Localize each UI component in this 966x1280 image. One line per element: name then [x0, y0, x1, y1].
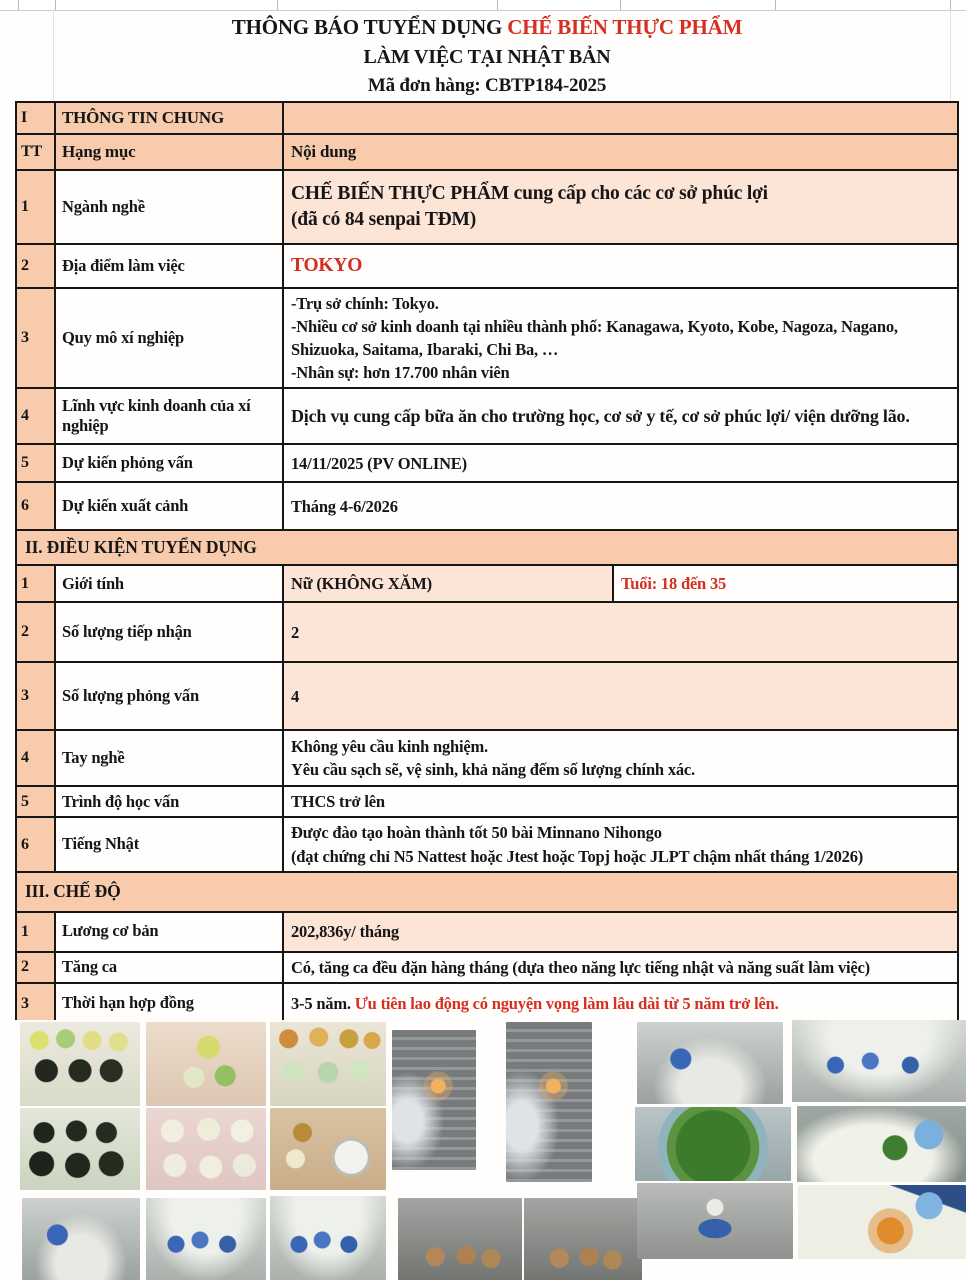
- photo-oven-trays-1: [398, 1198, 522, 1280]
- grid-line: [18, 0, 19, 10]
- row-content-cell: [284, 818, 957, 870]
- row-number-cell: 3: [17, 984, 56, 1024]
- row-number-cell: 5: [17, 445, 56, 481]
- table-row: [17, 816, 957, 870]
- content-text: Dịch vụ cung cấp bữa ăn cho trường học, cơ sở y tế, cơ sở phúc lợi/ viện dưỡng lão.: [291, 406, 910, 427]
- table-row: [17, 287, 957, 387]
- row-content-cell: Nội dung: [284, 135, 957, 169]
- section-title: II. ĐIỀU KIỆN TUYỂN DỤNG: [17, 531, 957, 564]
- row-label-cell: Trình độ học vấn: [56, 787, 284, 816]
- title-line-1: [15, 12, 959, 42]
- row-number-cell: 1: [17, 566, 56, 601]
- spreadsheet-top-strip: [0, 0, 966, 11]
- content-line: [291, 845, 953, 868]
- content-text: 2: [291, 622, 300, 642]
- row-label-cell: Địa điểm làm việc: [56, 245, 284, 287]
- grid-line: [277, 0, 278, 10]
- content-text: Không yêu cầu kinh nghiệm.: [291, 737, 488, 757]
- row-number-cell: 1: [17, 913, 56, 951]
- row-label-cell: Lương cơ bản: [56, 913, 284, 951]
- content-text: Ưu tiên lao động có nguyện vọng làm lâu dài từ 5 năm trở lên.: [354, 994, 779, 1014]
- content-text: -Nhân sự: hơn 17.700 nhân viên: [291, 363, 510, 383]
- content-text: 202,836y/ tháng: [291, 922, 399, 942]
- row-number-cell: 3: [17, 289, 56, 387]
- content-main: Nữ (KHÔNG XĂM): [284, 566, 614, 601]
- content-line: [291, 315, 953, 361]
- row-number-cell: 2: [17, 245, 56, 287]
- row-label-cell: Tiếng Nhật: [56, 818, 284, 870]
- row-label-cell: Ngành nghề: [56, 171, 284, 243]
- table-row: [17, 951, 957, 982]
- content-text: Được đào tạo hoàn thành tốt 50 bài Minnano Nihongo: [291, 823, 662, 843]
- row-content-cell: [284, 566, 957, 601]
- photo-spinach-pot: [635, 1107, 791, 1181]
- grid-line: [55, 0, 56, 10]
- content-side-note: Tuổi: 18 đến 35: [621, 573, 727, 593]
- table-row: [17, 601, 957, 661]
- title-line-1-black: THÔNG BÁO TUYỂN DỤNG: [231, 15, 503, 39]
- table-row: [17, 564, 957, 601]
- photo-kitchen-line-worker: [22, 1198, 140, 1280]
- row-content-cell: [284, 245, 957, 287]
- table-row: [17, 982, 957, 1024]
- photo-cutting-greens: [797, 1106, 966, 1182]
- grid-line: [497, 0, 498, 10]
- row-label-cell: Hạng mục: [56, 135, 284, 169]
- row-content-cell: [284, 913, 957, 951]
- photo-prep-counter-worker: [637, 1022, 783, 1104]
- title-line-2: LÀM VIỆC TẠI NHẬT BẢN: [363, 46, 611, 68]
- table-row: [17, 133, 957, 169]
- row-label-cell: Giới tính: [56, 566, 284, 601]
- content-text: (đạt chứng chỉ N5 Nattest hoặc Jtest hoặc Topj hoặc JLPT chậm nhất tháng 1/2026): [291, 846, 864, 866]
- content-text: Tháng 4-6/2026: [291, 496, 398, 516]
- section-header-row: [17, 529, 957, 564]
- content-line: [291, 920, 953, 943]
- row-label-cell: Tay nghề: [56, 731, 284, 785]
- photo-tray-green-yellow-bowls: [20, 1022, 140, 1106]
- content-line: [291, 361, 953, 384]
- row-number-cell: 4: [17, 731, 56, 785]
- content-line: [291, 956, 953, 979]
- content-text: 14/11/2025 (PV ONLINE): [291, 453, 467, 473]
- section-header-row: [17, 871, 957, 911]
- row-content-cell: [284, 445, 957, 481]
- content-line: [291, 404, 953, 428]
- row-number-cell: I: [17, 103, 56, 133]
- section-title: III. CHẾ ĐỘ: [17, 873, 957, 911]
- photo-kitchen-cooking: [270, 1196, 386, 1280]
- content-line: [291, 292, 953, 315]
- content-line: [291, 685, 953, 708]
- content-line: [291, 181, 953, 207]
- table-row: [17, 785, 957, 816]
- photo-tray-wooden-rice-bowl: [270, 1108, 386, 1190]
- row-label-cell: Thời hạn hợp đồng: [56, 984, 284, 1024]
- content-text: -Trụ sở chính: Tokyo.: [291, 294, 439, 313]
- content-text: THCS trở lên: [291, 792, 385, 812]
- photo-oven-worker-1: [392, 1030, 476, 1170]
- table-row: [17, 911, 957, 951]
- row-number-cell: 3: [17, 663, 56, 729]
- photo-collage: [0, 1020, 966, 1280]
- row-content-cell: [284, 483, 957, 529]
- content-text: 4: [291, 686, 300, 706]
- row-label-cell: Dự kiến phỏng vấn: [56, 445, 284, 481]
- row-number-cell: 5: [17, 787, 56, 816]
- photo-worker-blue-apron: [637, 1183, 793, 1259]
- row-content-cell: [284, 663, 957, 729]
- content-text: (đã có 84 senpai TĐM): [291, 209, 477, 230]
- photo-kitchen-team: [146, 1198, 266, 1280]
- content-line: [291, 452, 953, 475]
- content-line: [291, 253, 953, 279]
- row-content-cell: [284, 171, 957, 243]
- table-row: [17, 661, 957, 729]
- row-number-cell: 4: [17, 389, 56, 443]
- content-line: [291, 821, 953, 844]
- row-label-cell: Dự kiến xuất cảnh: [56, 483, 284, 529]
- photo-tray-colorful-bowls: [270, 1022, 386, 1106]
- row-number-cell: 1: [17, 171, 56, 243]
- content-line: [291, 992, 953, 1015]
- title-line-1-red: CHẾ BIẾN THỰC PHẨM: [507, 15, 743, 39]
- photo-kitchen-staff-group: [792, 1020, 966, 1102]
- row-content-cell: [284, 103, 957, 133]
- table-row: [17, 729, 957, 785]
- photo-oven-worker-2: [506, 1022, 592, 1182]
- row-label-cell: Tăng ca: [56, 953, 284, 982]
- table-row: [17, 169, 957, 243]
- row-label-cell: Số lượng tiếp nhận: [56, 603, 284, 661]
- table-row: [17, 387, 957, 443]
- photo-oven-trays-2: [524, 1198, 642, 1280]
- table-row: [17, 103, 957, 133]
- row-content-cell: [284, 787, 957, 816]
- row-label-cell: Số lượng phỏng vấn: [56, 663, 284, 729]
- photo-cutting-carrots: [798, 1185, 966, 1259]
- content-text: -Nhiều cơ sở kinh doanh tại nhiều thành phố: Kanagawa, Kyoto, Kobe, Nagoza, Nagano, Shizuoka, Saitama, Ibaraki, Chi Ba, …: [291, 317, 898, 360]
- row-label-cell: Lĩnh vực kinh doanh của xí nghiệp: [56, 389, 284, 443]
- grid-line: [950, 0, 951, 10]
- content-text: Yêu cầu sạch sẽ, vệ sinh, khả năng đếm số lượng chính xác.: [291, 760, 695, 780]
- row-label-cell: Quy mô xí nghiệp: [56, 289, 284, 387]
- content-text: CHẾ BIẾN THỰC PHẨM cung cấp cho các cơ sở phúc lợi: [291, 182, 768, 204]
- row-content-cell: [284, 984, 957, 1024]
- photo-tray-dark-bowls: [20, 1108, 140, 1190]
- content-line: [291, 495, 953, 518]
- row-number-cell: 6: [17, 483, 56, 529]
- row-label-cell: THÔNG TIN CHUNG: [56, 103, 284, 133]
- row-content-cell: [284, 603, 957, 661]
- table-row: [17, 243, 957, 287]
- content-line: [291, 758, 953, 781]
- photo-tray-pink-portions: [146, 1108, 266, 1190]
- content-line: [291, 207, 953, 233]
- row-content-cell: [284, 289, 957, 387]
- content-text: Có, tăng ca đều đặn hàng tháng (dựa theo năng lực tiếng nhật và năng suất làm việc): [291, 957, 870, 977]
- table-row: [17, 481, 957, 529]
- recruitment-table: [15, 101, 959, 1026]
- row-number-cell: 2: [17, 953, 56, 982]
- row-content-cell: [284, 953, 957, 982]
- row-number-cell: TT: [17, 135, 56, 169]
- content-line: [291, 621, 953, 644]
- grid-line: [775, 0, 776, 10]
- content-text: TOKYO: [291, 254, 363, 276]
- row-number-cell: 2: [17, 603, 56, 661]
- row-number-cell: 6: [17, 818, 56, 870]
- content-line: [291, 790, 953, 813]
- title-line-3: Mã đơn hàng: CBTP184-2025: [367, 75, 607, 96]
- table-row: [17, 443, 957, 481]
- content-line: [291, 735, 953, 758]
- row-content-cell: [284, 731, 957, 785]
- document-title: [15, 11, 959, 101]
- photo-tray-yellow-bowl: [146, 1022, 266, 1106]
- content-text: 3-5 năm.: [291, 994, 355, 1014]
- grid-line: [620, 0, 621, 10]
- row-content-cell: [284, 389, 957, 443]
